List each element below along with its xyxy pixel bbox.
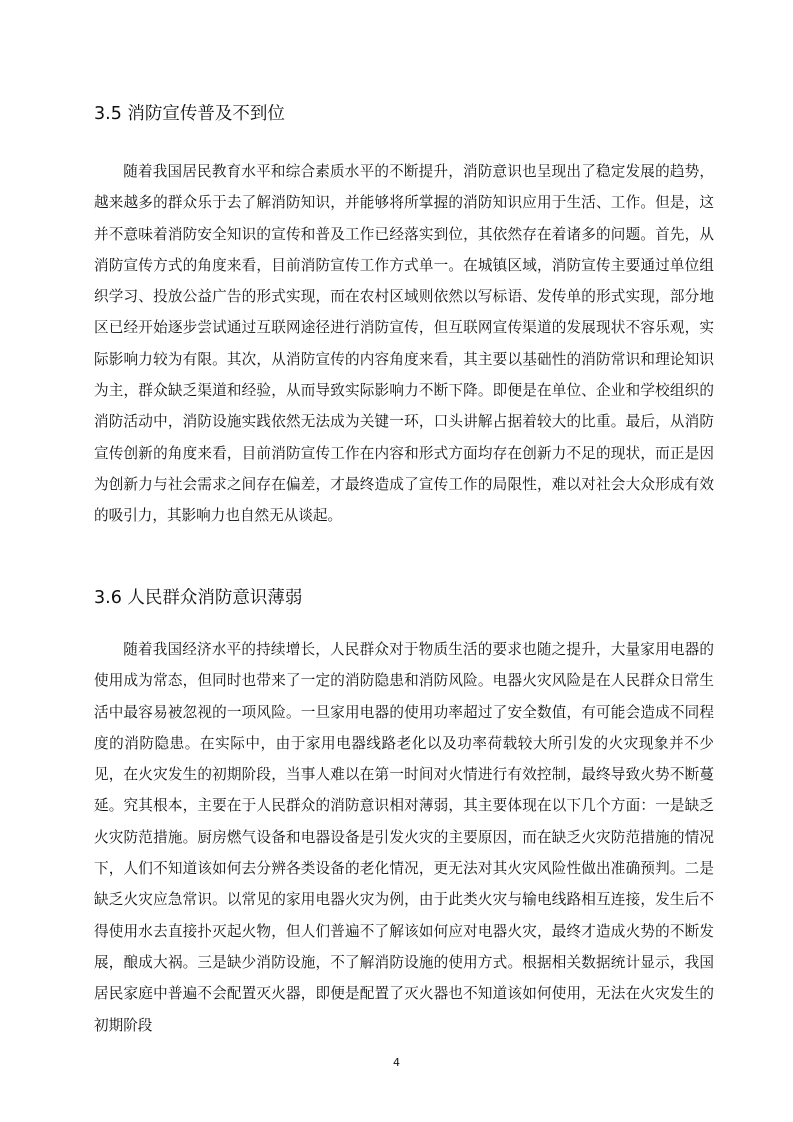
section-heading-3-5: 3.5 消防宣传普及不到位 xyxy=(94,104,285,124)
page-number: 4 xyxy=(393,1056,400,1069)
section-heading-3-6: 3.6 人民群众消防意识薄弱 xyxy=(94,588,303,608)
section-paragraph-3-5: 随着我国居民教育水平和综合素质水平的不断提升，消防意识也呈现出了稳定发展的趋势，越来越多的群众乐于去了解消防知识，并能够将所掌握的消防知识应用于生活、工作。但是，这并不意味着消防安全知识的宣传和普及工作已经落实到位，其依然存在着诸多的问题。首先，从消防宣传方式的角度来看，目前消防宣传工作方式单一。在城镇区域，消防宣传主要通过单位组织学习、投放公益广告的形式实现，而在农村区域则依然以写标语、发传单的形式实现，部分地区已经开始逐步尝试通过互联网途径进行消防宣传，但互联网宣传渠道的发展现状不容乐观，实际影响力较为有限。其次，从消防宣传的内容角度来看，其主要以基础性的消防常识和理论知识为主，群众缺乏渠道和经验，从而导致实际影响力不断下降。即便是在单位、企业和学校组织的消防活动中，消防设施实践依然无法成为关键一环，口头讲解占据着较大的比重。最后，从消防宣传创新的角度来看，目前消防宣传工作在内容和形式方面均存在创新力不足的现状，而正是因为创新力与社会需求之间存在偏差，才最终造成了宣传工作的局限性，难以对社会大众形成有效的吸引力，其影响力也自然无从谈起。 xyxy=(94,163,714,525)
section-paragraph-3-6: 随着我国经济水平的持续增长，人民群众对于物质生活的要求也随之提升，大量家用电器的使用成为常态，但同时也带来了一定的消防隐患和消防风险。电器火灾风险是在人民群众日常生活中最容易被忽视的一项风险。一旦家用电器的使用功率超过了安全数值，有可能会造成不同程度的消防隐患。在实际中，由于家用电器线路老化以及功率荷载较大所引发的火灾现象并不少见，在火灾发生的初期阶段，当事人难以在第一时间对火情进行有效控制，最终导致火势不断蔓延。究其根本，主要在于人民群众的消防意识相对薄弱，其主要体现在以下几个方面：一是缺乏火灾防范措施。厨房燃气设备和电器设备是引发火灾的主要原因，而在缺乏火灾防范措施的情况下，人们不知道该如何去分辨各类设备的老化情况，更无法对其火灾风险性做出准确预判。二是缺乏火灾应急常识。以常见的家用电器火灾为例，由于此类火灾与输电线路相互连接，发生后不得使用水去直接扑灭起火物，但人们普遍不了解该如何应对电器火灾，最终才造成火势的不断发展，酿成大祸。三是缺少消防设施，不了解消防设施的使用方式。根据相关数据统计显示，我国居民家庭中普遍不会配置灭火器，即便是配置了灭火器也不知道该如何使用，无法在火灾发生的初期阶段 xyxy=(94,641,714,1034)
